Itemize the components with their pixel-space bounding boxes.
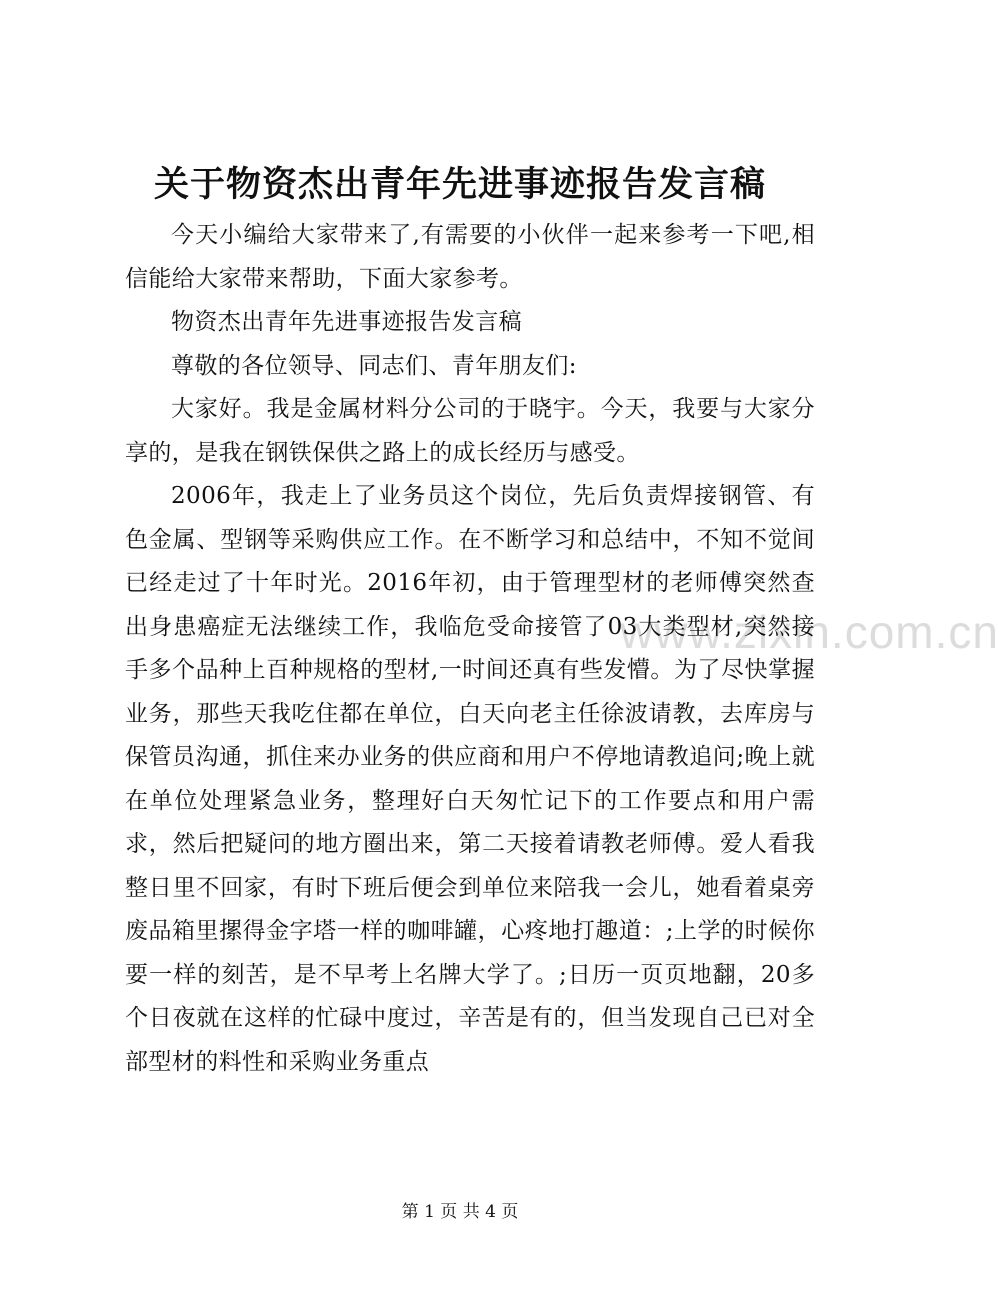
- paragraph-greeting: 大家好。我是金属材料分公司的于晓宇。今天，我要与大家分享的，是我在钢铁保供之路上的成长经历与感受。: [125, 396, 815, 466]
- page-footer: 第 1 页 共 4 页: [401, 1202, 519, 1222]
- paragraph-salutation: 尊敬的各位领导、同志们、青年朋友们:: [171, 352, 577, 379]
- paragraph-intro: 今天小编给大家带来了,有需要的小伙伴一起来参考一下吧,相信能给大家带来帮助，下面大家参考。: [125, 222, 815, 292]
- document-body: [125, 214, 815, 1084]
- paragraph-subtitle: 物资杰出青年先进事迹报告发言稿: [171, 309, 522, 335]
- paragraph-main: 2006年，我走上了业务员这个岗位，先后负责焊接钢管、有色金属、型钢等采购供应工作。在不断学习和总结中，不知不觉间已经走过了十年时光。2016年初，由于管理型材的老师傅突然查出身患癌症无法继续工作，我临危受命接管了03大类型材,突然接手多个品种上百种规格的型材,一时间还真有些发懵。为了尽快掌握业务，那些天我吃住都在单位，白天向老主任徐波请教，去库房与保管员沟通，抓住来办业务的供应商和用户不停地请教追问;晚上就在单位处理紧急业务，整理好白天匆忙记下的工作要点和用户需求，然后把疑问的地方圈出来，第二天接着请教老师傅。爱人看我整日里不回家，有时下班后便会到单位来陪我一会儿，她看着桌旁废品箱里摞得金字塔一样的咖啡罐，心疼地打趣道：;上学的时候你要一样的刻苦，是不早考上名牌大学了。;日历一页页地翻，20多个日夜就在这样的忙碌中度过，辛苦是有的，但当发现自己已对全部型材的料性和采购业务重点: [125, 483, 815, 1075]
- document-title: 关于物资杰出青年先进事迹报告发言稿: [153, 164, 766, 205]
- watermark: www.zixin.com.cn: [620, 606, 999, 658]
